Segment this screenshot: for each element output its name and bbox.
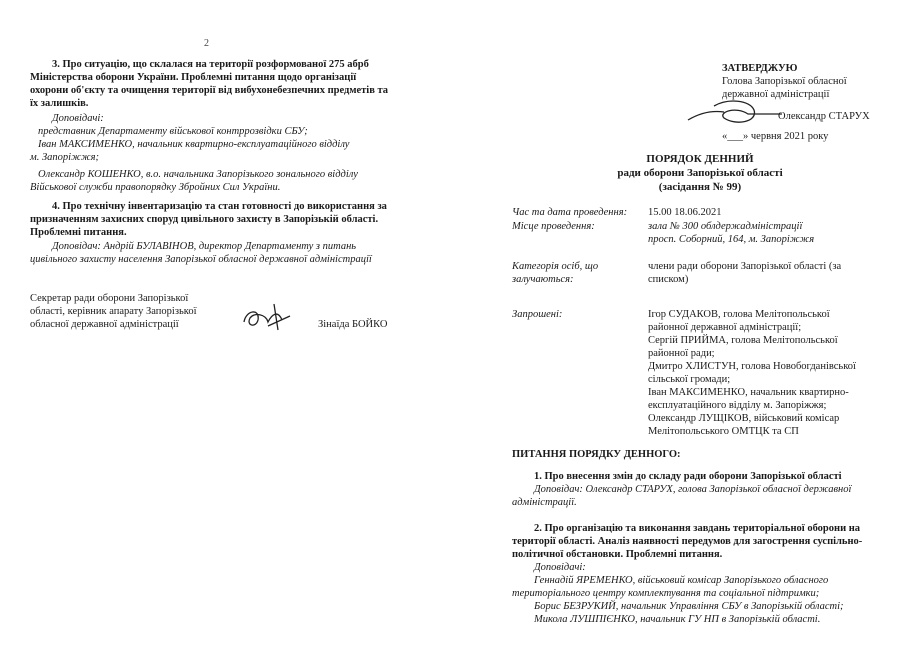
agenda-item-1: 1. Про внесення змін до складу ради оборони Запорізької області Доповідач: Олександр СТАРУХ, голова Запорізької обласної державної адміністрації.	[512, 471, 852, 508]
place-label: Місце проведення:	[512, 221, 595, 232]
time-value: 15.00 18.06.2021	[648, 207, 722, 218]
approval-block: ЗАТВЕРДЖУЮ Голова Запорізької обласної державної адміністрації	[722, 62, 892, 101]
item3-title: 3. Про ситуацію, що склалася на території розформованої 275 абрб Міністерства оборони України. Проблемні питання щодо організації охорони об'єкту та очищення території від вибухонебезпечних предметів та їх залишків.	[30, 59, 389, 109]
category-label: Категорія осіб, що залучаються:	[512, 261, 599, 285]
item4-speaker: Доповідач: Андрій БУЛАВІНОВ, директор Департаменту з питань цивільного захисту населення Запорізької обласної державної адміністрації	[30, 241, 372, 265]
agenda-heading: ПИТАННЯ ПОРЯДКУ ДЕННОГО:	[512, 449, 681, 460]
approval-date: «___» червня 2021 року	[722, 131, 829, 142]
secretary-signature	[238, 300, 298, 334]
place-value: зала № 300 облдержадміністрації просп. Соборний, 164, м. Запоріжжя	[648, 221, 815, 245]
invited-label: Запрошені:	[512, 309, 563, 320]
page-number: 2	[204, 38, 209, 49]
secretary-name: Зінаїда БОЙКО	[318, 319, 388, 330]
secretary-block: Секретар ради оборони Запорізької області, керівник апарату Запорізької обласної державної адміністрації	[30, 293, 197, 330]
time-label: Час та дата проведення:	[512, 207, 628, 218]
approval-heading: ЗАТВЕРДЖУЮ	[722, 63, 798, 74]
invited-list: Ігор СУДАКОВ, голова Мелітопольської районної державної адміністрації; Сергій ПРИЙМА, голова Мелітопольської районної ради; Дмитро ХЛИСТУН, голова Новобогданівської сільської громади; Іван МАКСИМЕНКО, начальник квартирно- експлуатаційного відділу м. Запоріжжя; Олександр ЛУЩІКОВ, військовий комісар Мелітопольського ОМТЦК та СП	[648, 309, 856, 437]
approval-name: Олександр СТАРУХ	[778, 111, 870, 122]
item4-title: 4. Про технічну інвентаризацію та стан готовності до використання за призначенням захисних споруд цивільного захисту в Запорізькій області. Проблемні питання.	[30, 201, 387, 238]
agenda-title: ПОРЯДОК ДЕННИЙ ради оборони Запорізької області (засідання № 99)	[617, 153, 783, 193]
approval-signature	[684, 96, 784, 130]
item3-speakers: Доповідачі: представник Департаменту військової контррозвідки СБУ; Іван МАКСИМЕНКО, начальник квартирно-експлуатаційного відділу м. Запоріжжя; Олександр КОШЕНКО, в.о. начальника Запорізького зонального відділу Військової служби правопорядку Збройних Сил України.	[30, 113, 358, 193]
category-value: члени ради оборони Запорізької області (за списком)	[648, 261, 842, 285]
agenda-item-2: 2. Про організацію та виконання завдань територіальної оборони на території області. Аналіз наявності передумов для загострення суспільно- політичної обстановки. Проблемні питання. Доповідачі: Геннадій ЯРЕМЕНКО, військовий комісар Запорізького обласного територіального центру комплектування та соціальної підтримки; Борис БЕЗРУКИЙ, начальник Управління СБУ в Запорізькій області; Микола ЛУШПІЄНКО, начальник ГУ НП в Запорізькій області.	[512, 523, 863, 625]
